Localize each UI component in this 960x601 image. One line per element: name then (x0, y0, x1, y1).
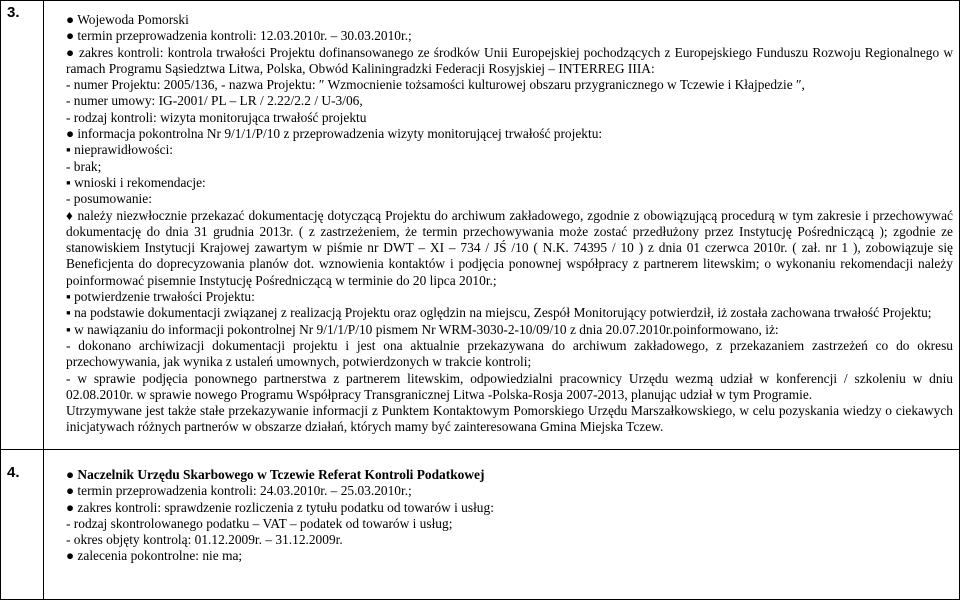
inspector-name: ● Naczelnik Urzędu Skarbowego w Tczewie Referat Kontroli Podatkowej (66, 467, 485, 482)
inspection-period: - okres objęty kontrolą: 01.12.2009r. – 31.12.2009r. (66, 532, 343, 548)
post-inspection-info: ● informacja pokontrolna Nr 9/1/1/P/10 z przeprowadzenia wizyty monitorującej trwałość projektu: (66, 126, 603, 142)
inspector-name: ● Wojewoda Pomorski (66, 12, 189, 27)
archiving-note: - dokonano archiwizacji dokumentacji projektu i jest ona aktualnie przekazywana do archiwum zakładowego, z przekazaniem zastrzeżeń co do okresu przechowywania, jak wynika z ustaleń umownych, potwierdzonych w trakcie kontroli; (66, 337, 953, 370)
inspection-scope: ● zakres kontroli: kontrola trwałości Projektu dofinansowanego ze środków Unii Europejskiej pochodzących z Europejskiego Funduszu Rozwoju Regionalnego w ramach Programu Sąsiedztwa Litwa, Polska, Obwód Kaliningradzki Federacji Rosyjskiej – INTERREG IIIA: (66, 44, 953, 76)
inspection-date: ● termin przeprowadzenia kontroli: 12.03.2010r. – 30.03.2010r.; (66, 28, 412, 44)
inspection-type: - rodzaj kontroli: wizyta monitorująca trwałość projektu (66, 109, 367, 125)
summary-heading: - posumowanie: (66, 191, 152, 207)
entry-number: 3. (7, 4, 20, 21)
entry-content (44, 1, 960, 450)
entry-content (44, 450, 960, 600)
inspection-scope: ● zakres kontroli: sprawdzenie rozliczenia z tytułu podatku od towarów i usług: (66, 499, 494, 515)
inspection-date: ● termin przeprowadzenia kontroli: 24.03.2010r. – 25.03.2010r.; (66, 483, 412, 499)
contact-point-note: Utrzymywane jest także stałe przekazywanie informacji z Punktem Kontaktowym Pomorskiego Urzędu Marszałkowskiego, w celu pozyskania wiedzy o ciekawych inicjatywach różnych partnerów w obszarze działań, których mamy być zainteresowana Gmina Miejska Tczew. (66, 403, 953, 435)
durability-heading: ▪ potwierdzenie trwałości Projektu: (66, 289, 255, 305)
contract-number: - numer umowy: IG-2001/ PL – LR / 2.22/2.2 / U-3/06, (66, 93, 363, 109)
follow-up-letter: ▪ w nawiązaniu do informacji pokontrolnej Nr 9/1/1/P/10 pismem Nr WRM-3030-2-10/09/10 z dnia 20.07.2010r.poinformowano, iż: (66, 321, 779, 337)
recommendation-text: ♦ należy niezwłocznie przekazać dokumentację dotyczącą Projektu do archiwum zakładowego, zgodnie z obowiązującą procedurą w tym zakresie i przechowywać dokumentację do dnia 31 grudnia 2013r. ( z zastrzeżeniem, że termin przechowywania może zostać przedłużony przez Instytucję Pośredniczącą ); zgodnie ze stanowiskiem Instytucji Krajowej zawartym w piśmie nr DWT – XI – 734 / JŚ /10 ( N.K. 74395 / 10 ) z dnia 01 czerwca 2010r. ( zał. nr 1 ), zobowiązuje się Beneficjenta do doprecyzowania planów dot. wznowienia kontaktów i podjęcia ponownej współpracy z partnerem litewskim; o wykonaniu rekomendacji należy poinformować pisemnie Instytucję Pośredniczącą w terminie do 20 lipca 2010r.; (66, 207, 953, 288)
entry-row (1, 450, 960, 600)
entry-row (1, 1, 960, 450)
entry-number: 4. (7, 464, 20, 481)
irregularities-value: - brak; (66, 158, 102, 174)
entry-number-cell (1, 450, 44, 600)
partnership-note: - w sprawie podjęcia ponownego partnerstwa z partnerem litewskim, odpowiedzialni pracownicy Urzędu wezmą udział w konferencji / szkoleniu w dniu 02.08.2010r. w sprawie nowego Programu Współpracy Transgranicznej Litwa -Polska-Rosja 2007-2013, planując udział w tym Programie. (66, 370, 953, 402)
durability-confirmation: ▪ na podstawie dokumentacji związanej z realizacją Projektu oraz oględzin na miejscu, Zespół Monitorujący potwierdził, iż została zachowana trwałość Projektu; (66, 305, 932, 321)
recommendations: ● zalecenia pokontrolne: nie ma; (66, 548, 243, 564)
project-number: - numer Projektu: 2005/136, - nazwa Projektu: ″ Wzmocnienie tożsamości kulturowej obszaru przygranicznego w Tczewie i Kłajpedzie ″, (66, 77, 805, 93)
entry-number-cell (1, 1, 44, 450)
irregularities-heading: ▪ nieprawidłowości: (66, 142, 174, 158)
conclusions-heading: ▪ wnioski i rekomendacje: (66, 174, 206, 190)
tax-type: - rodzaj skontrolowanego podatku – VAT – podatek od towarów i usług; (66, 515, 453, 531)
